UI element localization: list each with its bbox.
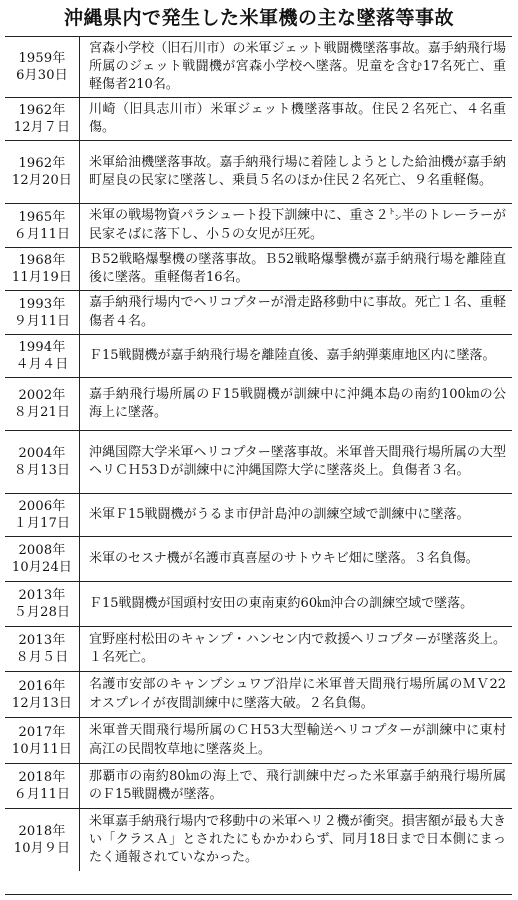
- incident-text: Ｆ15戦闘機が国頭村安田の東南東約60㎞沖合の訓練空域で墜落。: [89, 595, 474, 611]
- incident-text: 宮森小学校（旧石川市）の米軍ジェット戦闘機墜落事故。嘉手納飛行場所属のジェット戦闘機が宮森小学校へ墜落。児童を含む17名死亡、重軽傷者210名。: [89, 40, 506, 93]
- incident-date: [5, 582, 80, 626]
- incident-description: [80, 378, 512, 430]
- incident-day: 10月９日: [13, 841, 71, 856]
- incident-date: [5, 204, 80, 247]
- incident-date: [5, 537, 80, 581]
- incident-text: Ｂ52戦略爆撃機の墜落事故。Ｂ52戦略爆撃機が嘉手納飛行場を離陸直後に墜落。重軽傷者16名。: [89, 251, 506, 285]
- incident-text: 川崎（旧具志川市）米軍ジェット機墜落事故。住民２名死亡、４名重傷。: [89, 101, 506, 135]
- incident-date: [5, 335, 80, 377]
- incident-day: ５月28日: [13, 605, 71, 620]
- incident-description: [80, 537, 512, 581]
- incident-text: 嘉手納飛行場内でヘリコプターが滑走路移動中に事故。死亡１名、重軽傷者４名。: [89, 295, 506, 329]
- incident-date: [5, 378, 80, 430]
- table-row: [5, 764, 512, 809]
- incident-year: 1962年: [18, 156, 66, 171]
- incident-description: [80, 291, 512, 334]
- incident-year: 1962年: [18, 103, 66, 118]
- incident-year: 2008年: [18, 543, 66, 558]
- incident-year: 2017年: [18, 724, 66, 740]
- incident-description: [80, 809, 512, 871]
- incident-date: [5, 431, 80, 493]
- table-row: [5, 378, 512, 431]
- incident-text: 名護市安部のキャンプシュワブ沿岸に米軍普天間飛行場所属のＭＶ22オスプレイが夜間訓練中に墜落大破。２名負傷。: [89, 677, 506, 711]
- incident-date: [5, 37, 80, 97]
- incident-text: 米軍のセスナ機が名護市真喜屋のサトウキビ畑に墜落。３名負傷。: [89, 550, 479, 566]
- incident-day: ８月５日: [15, 650, 69, 665]
- table-row: [5, 809, 512, 871]
- incident-description: [80, 764, 512, 808]
- table-row: [5, 98, 512, 141]
- incident-text: 米軍の戦場物資パラシュート投下訓練中に、重さ２㌧半のトレーラーが民家そばに落下し、小５の女児が圧死。: [89, 208, 506, 242]
- incident-day: ８月21日: [13, 405, 71, 420]
- incident-day: 12月13日: [11, 695, 73, 711]
- incident-description: [80, 494, 512, 536]
- incident-date: [5, 248, 80, 290]
- incident-date: [5, 291, 80, 334]
- incident-day: 11月19日: [11, 270, 73, 285]
- incident-year: 2013年: [18, 633, 66, 648]
- page-title: 沖縄県内で発生した米軍機の主な墜落等事故: [63, 7, 454, 29]
- incident-text: 米軍Ｆ15戦闘機がうるま市伊計島沖の訓練空域で訓練中に墜落。: [89, 506, 470, 522]
- table-row: [5, 672, 512, 718]
- incident-date: [5, 764, 80, 808]
- incident-year: 1993年: [18, 296, 66, 312]
- incident-description: [80, 141, 512, 203]
- incident-year: 2018年: [18, 824, 66, 839]
- incident-description: [80, 335, 512, 377]
- incident-text: 沖縄国際大学米軍ヘリコプター墜落事故。米軍普天間飛行場所属の大型ヘリＣＨ53Ｄが訓練中に沖縄国際大学に墜落炎上。負傷者３名。: [89, 444, 506, 478]
- table-row: [5, 431, 512, 494]
- incident-description: [80, 582, 512, 626]
- incident-date: [5, 627, 80, 671]
- incident-day: １月17日: [13, 516, 71, 531]
- table-row: [5, 494, 512, 537]
- table-row: [5, 335, 512, 378]
- incident-day: 10月24日: [11, 560, 73, 575]
- incident-year: 2002年: [18, 388, 66, 403]
- incident-day: ６月11日: [13, 787, 71, 802]
- incident-year: 2018年: [18, 770, 66, 785]
- incident-date: [5, 718, 80, 763]
- incident-day: 6月30日: [16, 68, 68, 83]
- incident-text: Ｆ15戦闘機が嘉手納飛行場を離陸直後、嘉手納弾薬庫地区内に墜落。: [89, 347, 496, 363]
- incident-description: [80, 204, 512, 247]
- table-row: [5, 718, 512, 764]
- incident-year: 2004年: [18, 446, 66, 461]
- incident-text: 米軍給油機墜落事故。嘉手納飛行場に着陸しようとした給油機が嘉手納町屋良の民家に墜落し、乗員５名のほか住民２名死亡、９名重軽傷。: [89, 154, 506, 188]
- incident-text: 那覇市の南約80㎞の海上で、飛行訓練中だった米軍嘉手納飛行場所属のＦ15戦闘機が墜落。: [89, 768, 506, 802]
- incident-date: [5, 672, 80, 717]
- incident-year: 2016年: [18, 678, 66, 694]
- incident-year: 2006年: [18, 499, 66, 514]
- incident-year: 1994年: [18, 340, 66, 355]
- incident-description: [80, 248, 512, 290]
- incident-day: ９月11日: [13, 313, 71, 329]
- incident-text: 米軍普天間飛行場所属のＣＨ53大型輸送ヘリコプターが訓練中に東村高江の民間牧草地に墜落炎上。: [89, 723, 506, 757]
- incident-day: ４月４日: [15, 357, 69, 372]
- incident-text: 嘉手納飛行場所属のＦ15戦闘機が訓練中に沖縄本島の南約100㎞の公海上に墜落。: [89, 386, 506, 420]
- incident-day: ６月11日: [13, 226, 71, 242]
- incident-date: [5, 809, 80, 871]
- incident-description: [80, 98, 512, 140]
- table-row: [5, 248, 512, 291]
- incident-description: [80, 672, 512, 717]
- incident-year: 1965年: [18, 209, 66, 225]
- table-row: [5, 537, 512, 582]
- incident-description: [80, 431, 512, 493]
- incident-year: 2013年: [18, 588, 66, 603]
- incident-description: [80, 37, 512, 97]
- table-row: [5, 37, 512, 98]
- incident-day: 12月７日: [13, 120, 71, 135]
- incident-date: [5, 141, 80, 203]
- incident-description: [80, 718, 512, 763]
- incident-year: 1959年: [18, 51, 66, 66]
- incident-year: 1968年: [18, 253, 66, 268]
- incident-date: [5, 494, 80, 536]
- table-row: [5, 291, 512, 335]
- incident-text: 米軍嘉手納飛行場内で移動中の米軍ヘリ２機が衝突。損害額が最も大きい「クラスＡ」とされたにもかかわらず、同月18日まで日本側にまったく通報されていなかった。: [89, 813, 506, 866]
- incident-text: 宜野座村松田のキャンプ・ハンセン内で救援ヘリコプターが墜落炎上。１名死亡。: [89, 631, 506, 665]
- table-row: [5, 582, 512, 627]
- table-row: [5, 627, 512, 672]
- incident-day: 10月11日: [11, 741, 73, 757]
- incident-day: 12月20日: [11, 173, 73, 188]
- incident-table: [5, 36, 512, 895]
- incident-description: [80, 627, 512, 671]
- table-row: [5, 204, 512, 248]
- incident-day: ８月13日: [13, 463, 71, 478]
- incident-date: [5, 98, 80, 140]
- table-row: [5, 141, 512, 204]
